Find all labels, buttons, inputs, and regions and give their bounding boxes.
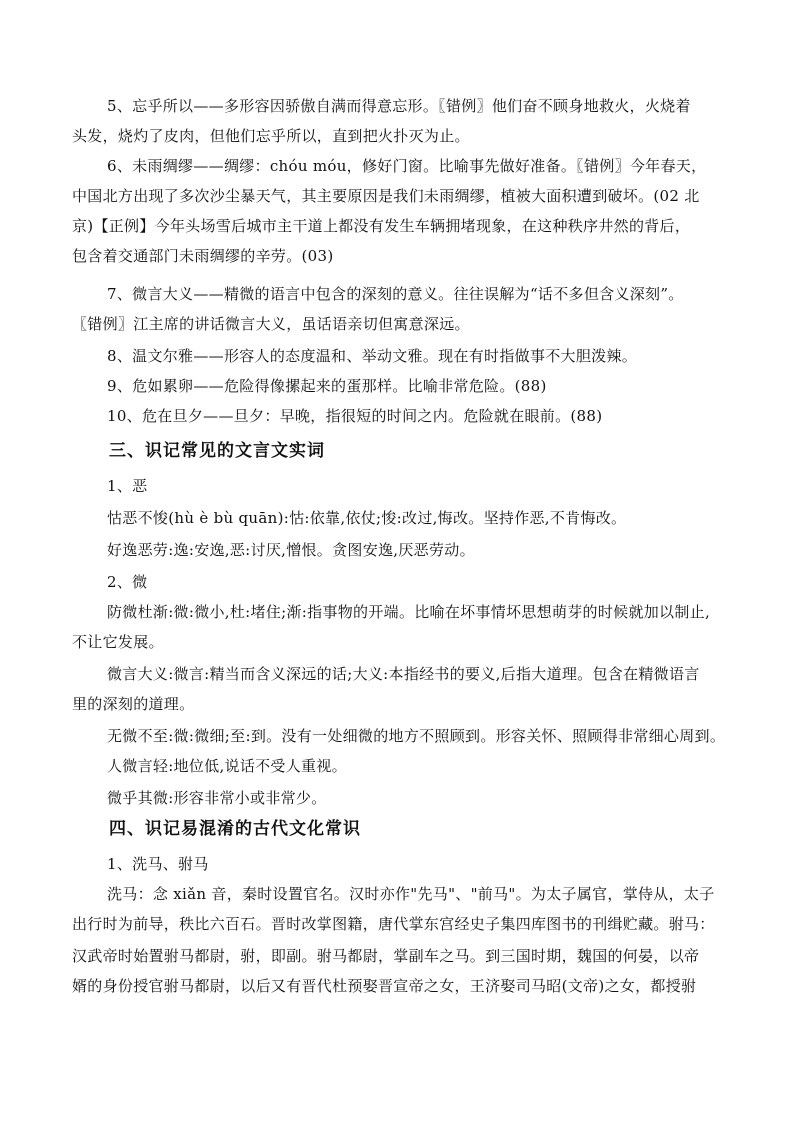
- section-4-title: 四、识记易混淆的古代文化常识: [109, 819, 361, 839]
- section-3-wei-heading: 2、微: [107, 573, 148, 591]
- section-3-wei-item-4: 人微言轻:地位低,说话不受人重视。: [107, 757, 347, 775]
- section-3-wei-item-2-line-1: 微言大义:微言:精当而含义深远的话;大义:本指经书的要义,后指大道理。包含在精微语言: [107, 665, 700, 683]
- idiom-9: 9、危如累卵——危险得像摞起来的蛋那样。比喻非常危险。(88): [107, 377, 547, 395]
- section-4-line-2: 出行时为前导，秩比六百石。晋时改掌图籍，唐代掌东宫经史子集四库图书的刊缉贮藏。驸马：: [72, 915, 715, 933]
- idiom-8: 8、温文尔雅——形容人的态度温和、举动文雅。现在有时指做事不大胆泼辣。: [107, 347, 638, 365]
- section-4-heading: 1、洗马、驸马: [107, 855, 209, 873]
- section-3-wei-item-1-line-1: 防微杜渐:微:微小,杜:堵住;渐:指事物的开端。比喻在坏事情坏思想萌芽的时候就加以制止,: [107, 603, 711, 621]
- section-4-line-4: 婿的身份授官驸马都尉，以后又有晋代杜预娶晋宣帝之女，王济娶司马昭(文帝)之女，都授驸: [72, 977, 697, 995]
- idiom-5-line-2: 头发，烧灼了皮肉，但他们忘乎所以，直到把火扑灭为止。: [72, 127, 470, 145]
- section-3-e-item-2: 好逸恶劳:逸:安逸,恶:讨厌,憎恨。贪图安逸,厌恶劳动。: [107, 541, 475, 559]
- idiom-6-line-3: 京)【正例】今年头场雪后城市主干道上都没有发生车辆拥堵现象，在这种秩序井然的背后，: [72, 217, 691, 235]
- idiom-7-line-2: 〖错例〗江主席的讲话微言大义，虽话语亲切但寓意深远。: [72, 315, 470, 333]
- idiom-6-line-1: 6、未雨绸缪——绸缪：chóu móu，修好门窗。比喻事先做好准备。〖错例〗今年春天，: [107, 157, 707, 175]
- section-4-line-3: 汉武帝时始置驸马都尉，驸，即副。驸马都尉，掌副车之马。到三国时期，魏国的何晏，以帝: [72, 947, 700, 965]
- section-3-wei-item-3: 无微不至:微:微细;至:到。没有一处细微的地方不照顾到。形容关怀、照顾得非常细心周到。: [107, 727, 726, 745]
- section-3-e-item-1: 怙恶不悛(hù è bù quān):怙:依靠,依仗;悛:改过,悔改。坚持作恶,不肯悔改。: [107, 509, 627, 527]
- idiom-5-line-1: 5、忘乎所以——多形容因骄傲自满而得意忘形。〖错例〗他们奋不顾身地救火，火烧着: [107, 97, 691, 115]
- section-3-wei-item-1-line-2: 不让它发展。: [72, 633, 164, 651]
- idiom-7-line-1: 7、微言大义——精微的语言中包含的深刻的意义。往往误解为“话不多但含义深刻”。: [107, 285, 684, 303]
- idiom-6-line-4: 包含着交通部门未雨绸缪的辛劳。(03): [72, 247, 334, 265]
- section-4-line-1: 洗马：念 xiǎn 音，秦时设置官名。汉时亦作"先马"、"前马"。为太子属官，掌侍从，太子: [107, 885, 715, 903]
- section-3-title: 三、识记常见的文言文实词: [109, 441, 325, 461]
- idiom-6-line-2: 中国北方出现了多次沙尘暴天气，其主要原因是我们未雨绸缪，植被大面积遭到破坏。(02 北: [72, 187, 700, 205]
- idiom-10: 10、危在旦夕——旦夕：早晚，指很短的时间之内。危险就在眼前。(88): [107, 407, 603, 425]
- section-3-wei-item-5: 微乎其微:形容非常小或非常少。: [107, 789, 327, 807]
- section-3-e-heading: 1、恶: [107, 477, 148, 495]
- section-3-wei-item-2-line-2: 里的深刻的道理。: [72, 695, 195, 713]
